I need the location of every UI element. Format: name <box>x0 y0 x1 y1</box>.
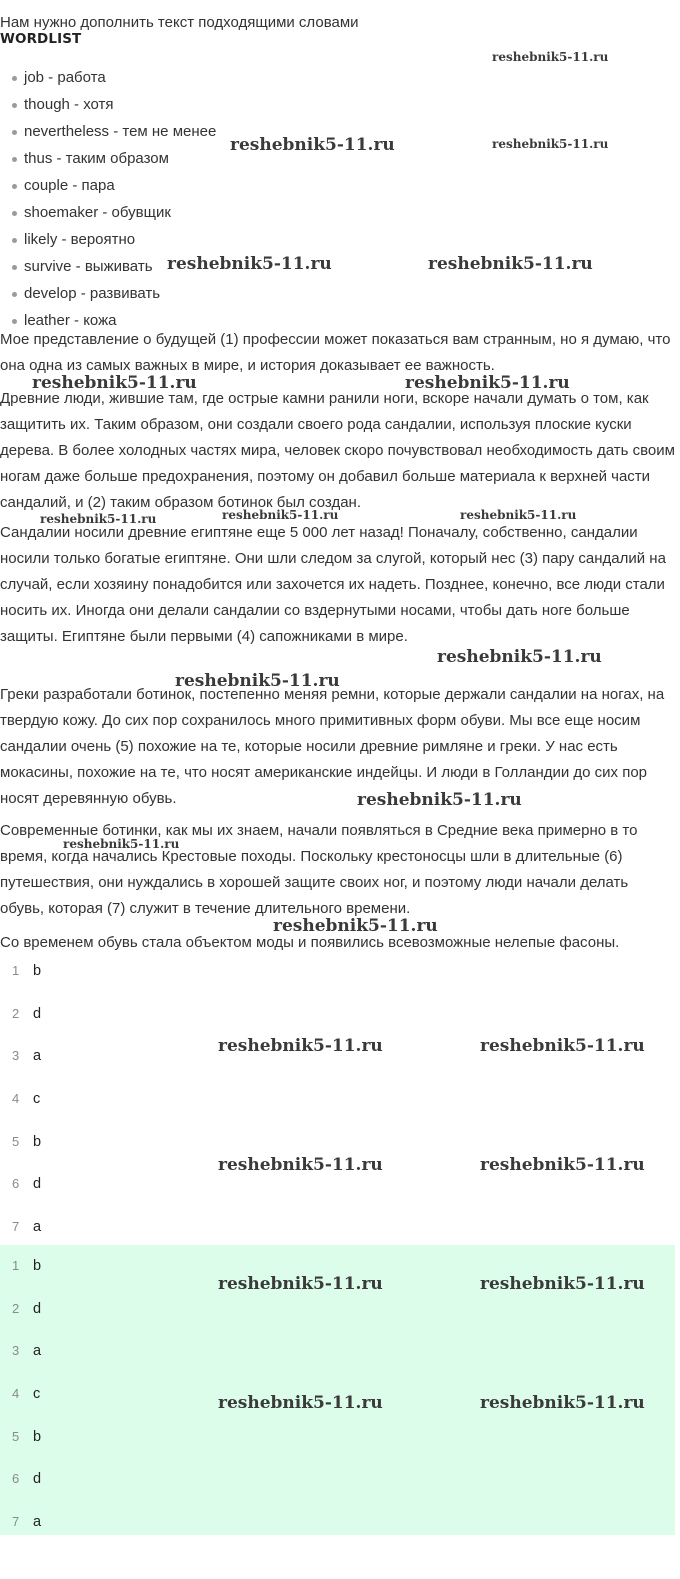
answer-number: 2 <box>12 1005 20 1021</box>
watermark: reshebnik5-11.ru <box>480 1274 645 1294</box>
answer-number: 1 <box>12 1258 20 1273</box>
answer-value: a <box>33 1048 42 1065</box>
answer-value: a <box>33 1219 42 1236</box>
watermark: reshebnik5-11.ru <box>32 373 197 393</box>
answer-list <box>0 950 675 1249</box>
watermark: reshebnik5-11.ru <box>175 671 340 691</box>
watermark: reshebnik5-11.ru <box>40 512 157 526</box>
answer-number: 7 <box>12 1219 20 1235</box>
wordlist-item: thus - таким образом <box>0 145 216 172</box>
wordlist-item: nevertheless - тем не менее <box>0 118 216 145</box>
answer-value: b <box>33 963 42 979</box>
wordlist-item: survive - выживать <box>0 253 216 280</box>
answer-row <box>0 1330 675 1373</box>
watermark: reshebnik5-11.ru <box>230 135 395 155</box>
watermark: reshebnik5-11.ru <box>218 1393 383 1413</box>
answer-number: 7 <box>12 1514 20 1530</box>
wordlist-item: couple - пара <box>0 172 216 199</box>
answer-value: d <box>33 1176 42 1193</box>
answer-number: 3 <box>12 1343 20 1359</box>
watermark: reshebnik5-11.ru <box>405 373 570 393</box>
bullet-icon <box>12 157 17 162</box>
wordlist-title: WORDLIST <box>0 31 82 47</box>
bullet-icon <box>12 265 17 270</box>
paragraph: Сандалии носили древние египтяне еще 5 000 лет назад! Поначалу, собственно, сандалии носили только богатые египтяне. Они шли следом за слугой, который нес (3) пару сандалий на случай, если хозяину понадобится или захочется их надеть. Позднее, конечно, все люди стали носить их. Иногда они делали сандалии со вздернутыми носами, чтобы дать ноге больше защиты. Египтяне были первыми (4) сапожниками в мире. <box>0 524 666 645</box>
cut-off-text: Нам нужно дополнить текст подходящими словами <box>0 14 359 30</box>
bullet-icon <box>12 130 17 135</box>
watermark: reshebnik5-11.ru <box>460 508 577 522</box>
wordlist-item: though - хотя <box>0 91 216 118</box>
answer-number: 5 <box>12 1428 20 1444</box>
answer-value: c <box>33 1091 41 1108</box>
wordlist-item: likely - вероятно <box>0 226 216 253</box>
watermark: reshebnik5-11.ru <box>480 1393 645 1413</box>
cut-off-heading <box>0 0 680 30</box>
answer-value: c <box>33 1386 41 1403</box>
wordlist-item: job - работа <box>0 64 216 91</box>
answer-number: 5 <box>12 1133 20 1149</box>
paragraph: Мое представление о будущей (1) профессии может показаться вам странным, но я думаю, что она одна из самых важных в мире, и история доказывает ее важность. <box>0 331 671 374</box>
watermark: reshebnik5-11.ru <box>492 137 609 151</box>
bullet-icon <box>12 238 17 243</box>
wordlist <box>0 64 216 334</box>
answer-value: b <box>33 1258 42 1274</box>
answer-number: 4 <box>12 1386 20 1402</box>
wordlist-item: leather - кожа <box>0 307 216 334</box>
watermark: reshebnik5-11.ru <box>428 254 593 274</box>
answer-number: 6 <box>12 1471 20 1487</box>
watermark: reshebnik5-11.ru <box>480 1036 645 1056</box>
answer-value: d <box>33 1471 42 1488</box>
watermark: reshebnik5-11.ru <box>218 1036 383 1056</box>
watermark: reshebnik5-11.ru <box>273 916 438 936</box>
watermark: reshebnik5-11.ru <box>218 1274 383 1294</box>
answer-number: 1 <box>12 963 20 978</box>
answer-number: 3 <box>12 1048 20 1064</box>
answer-row <box>0 1416 675 1459</box>
answer-number: 6 <box>12 1176 20 1192</box>
watermark: reshebnik5-11.ru <box>222 508 339 522</box>
bullet-icon <box>12 184 17 189</box>
bullet-icon <box>12 76 17 81</box>
wordlist-item: develop - развивать <box>0 280 216 307</box>
watermark: reshebnik5-11.ru <box>218 1155 383 1175</box>
watermark: reshebnik5-11.ru <box>437 647 602 667</box>
paragraph: Греки разработали ботинок, постепенно меняя ремни, которые держали сандалии на ногах, на твердую кожу. До сих пор сохранилось много примитивных форм обуви. Мы все еще носим сандалии очень (5) похожие на те, которые носили древние римляне и греки. У нас есть мокасины, похожие на те, что носят американские индейцы. И люди в Голландии до сих пор носят деревянную обувь. <box>0 686 665 807</box>
answer-value: b <box>33 1133 42 1150</box>
answer-value: d <box>33 1300 42 1317</box>
answer-row <box>0 1458 675 1501</box>
answer-row <box>0 950 675 993</box>
paragraph: Современные ботинки, как мы их знаем, начали появляться в Средние века примерно в то время, когда начались Крестовые походы. Поскольку крестоносцы шли в длительные (6) путешествия, они нуждались в хорошей защите своих ног, и поэтому люди начали делать обувь, которая (7) служит в течение длительного времени. <box>0 822 638 917</box>
watermark: reshebnik5-11.ru <box>357 790 522 810</box>
answer-number: 4 <box>12 1091 20 1107</box>
wordlist-item: shoemaker - обувщик <box>0 199 216 226</box>
watermark: reshebnik5-11.ru <box>480 1155 645 1175</box>
bullet-icon <box>12 103 17 108</box>
paragraph: Древние люди, жившие там, где острые камни ранили ноги, вскоре начали думать о том, как защитить их. Таким образом, они создали своего рода сандалии, используя плоские куски дерева. В более холодных частях мира, человек скоро почувствовал необходимость дать своим ногам даже больше предохранения, поэтому он добавил больше материала к верхней части сандалий, и (2) таким образом ботинок был создан. <box>0 390 675 511</box>
answer-row <box>0 1206 675 1249</box>
answer-row <box>0 993 675 1036</box>
answer-value: a <box>33 1514 42 1531</box>
answer-row <box>0 1501 675 1544</box>
answer-value: b <box>33 1428 42 1445</box>
watermark: reshebnik5-11.ru <box>167 254 332 274</box>
watermark: reshebnik5-11.ru <box>63 837 180 851</box>
paragraph: Со временем обувь стала объектом моды и появились всевозможные нелепые фасоны. <box>0 934 620 951</box>
answer-value: a <box>33 1343 42 1360</box>
bullet-icon <box>12 319 17 324</box>
bullet-icon <box>12 292 17 297</box>
answer-value: d <box>33 1005 42 1022</box>
bullet-icon <box>12 211 17 216</box>
answer-row <box>0 1288 675 1331</box>
answer-row <box>0 1078 675 1121</box>
watermark: reshebnik5-11.ru <box>492 50 609 64</box>
answer-number: 2 <box>12 1300 20 1316</box>
